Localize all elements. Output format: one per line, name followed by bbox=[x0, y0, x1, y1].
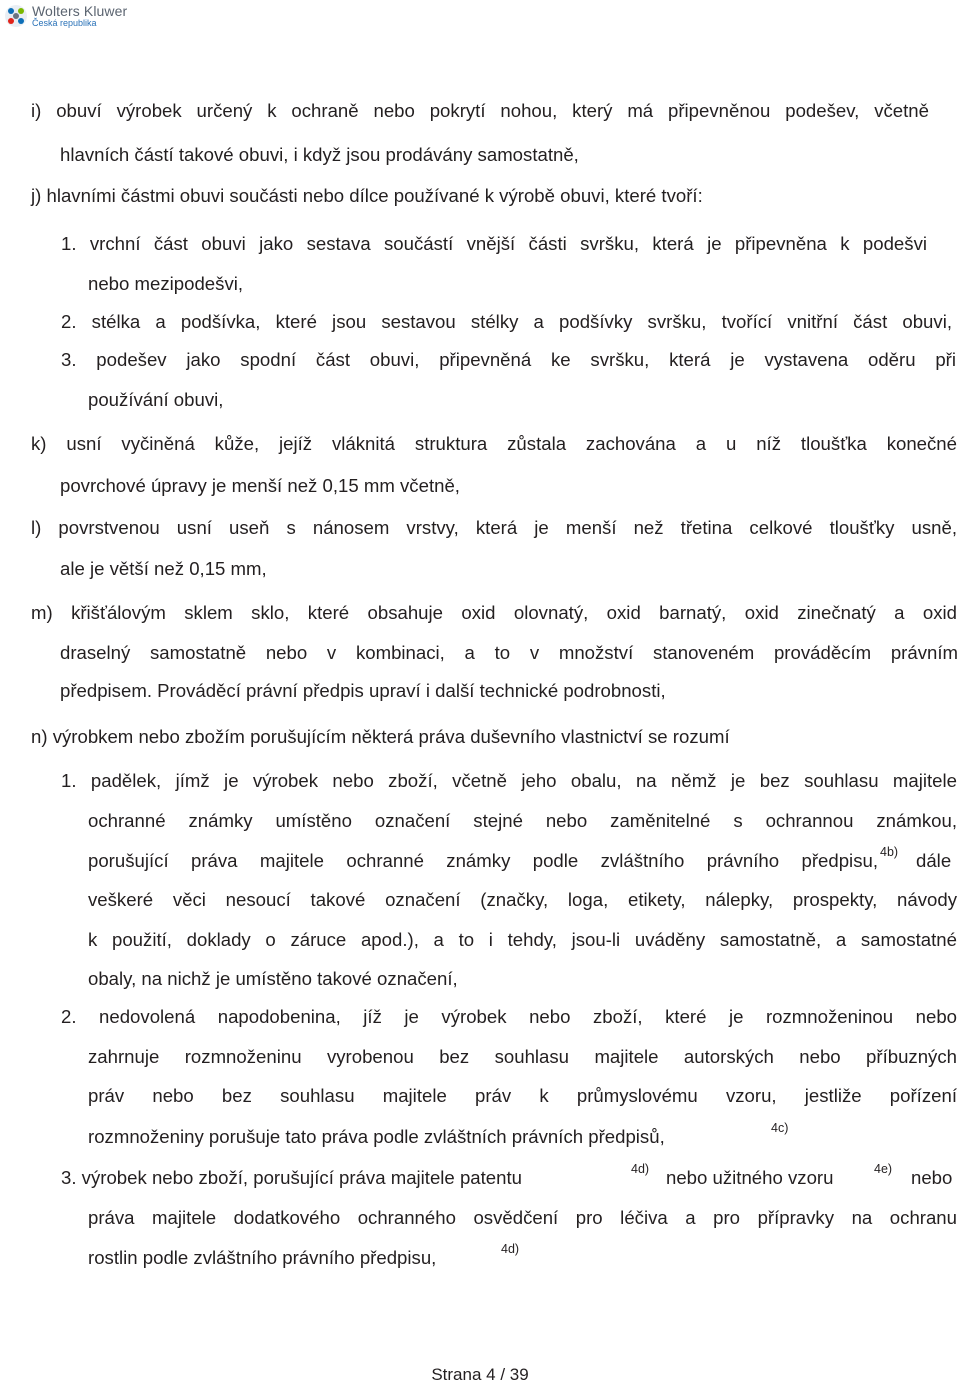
footnote-ref: 4e) bbox=[874, 1162, 893, 1176]
text-line: 1. padělek, jímž je výrobek nebo zboží, včetně jeho obalu, na němž je bez souhlasu majitele bbox=[61, 770, 957, 791]
text-line: l) povrstvenou usní useň s nánosem vrstvy, která je menší než třetina celkové tloušťky usně, bbox=[31, 517, 957, 538]
text-line: zahrnuje rozmnoženinu vyrobenou bez souhlasu majitele autorských nebo příbuzných bbox=[88, 1046, 957, 1067]
text-line: hlavních částí takové obuvi, i když jsou prodávány samostatně, bbox=[60, 144, 579, 165]
text-line: rostlin podle zvláštního právního předpisu, bbox=[88, 1247, 437, 1268]
footnote-ref: 4d) bbox=[501, 1242, 520, 1256]
text-line: m) křišťálovým sklem sklo, které obsahuje oxid olovnatý, oxid barnatý, oxid zinečnatý a oxid bbox=[31, 602, 957, 623]
text-line: draselný samostatně nebo v kombinaci, a to v množství stanoveném prováděcím právním bbox=[60, 642, 958, 663]
wolters-kluwer-logo-icon bbox=[4, 4, 28, 28]
text-line: k) usní vyčiněná kůže, jejíž vláknitá struktura zůstala zachována a u níž tloušťka konečné bbox=[31, 433, 957, 454]
text-line: používání obuvi, bbox=[88, 389, 224, 410]
text-line: k použití, doklady o záruce apod.), a to i tehdy, jsou-li uváděny samostatně, a samostatné bbox=[88, 929, 957, 950]
page-number: Strana 4 / 39 bbox=[431, 1365, 529, 1384]
text-line: porušující práva majitele ochranné známky podle zvláštního právního předpisu, bbox=[88, 850, 878, 871]
text-line: předpisem. Prováděcí právní předpis upraví i další technické podrobnosti, bbox=[60, 680, 666, 701]
text-line: práva majitele dodatkového ochranného osvědčení pro léčiva a pro přípravky na ochranu bbox=[88, 1207, 957, 1228]
footnote-ref: 4d) bbox=[631, 1162, 650, 1176]
text-line: rozmnoženiny porušuje tato práva podle zvláštních právních předpisů, bbox=[88, 1126, 665, 1147]
text-line-segment: nebo užitného vzoru bbox=[666, 1167, 834, 1188]
publisher-logo bbox=[4, 4, 127, 28]
brand-country: Česká republika bbox=[32, 18, 97, 28]
text-line: ale je větší než 0,15 mm, bbox=[60, 558, 267, 579]
text-line: 1. vrchní část obuvi jako sestava součástí vnější části svršku, která je připevněna k podešvi bbox=[61, 233, 927, 254]
text-line: 2. stélka a podšívka, které jsou sestavou stélky a podšívky svršku, tvořící vnitřní část obuvi, bbox=[61, 311, 952, 332]
text-line: nebo mezipodešvi, bbox=[88, 273, 244, 294]
text-line: ochranné známky umístěno označení stejné nebo zaměnitelné s ochrannou známkou, bbox=[88, 810, 957, 831]
text-line-tail: dále bbox=[916, 850, 952, 871]
text-line: veškeré věci nesoucí takové označení (značky, loga, etikety, nálepky, prospekty, návody bbox=[88, 889, 957, 910]
text-line-segment: nebo bbox=[911, 1167, 953, 1188]
text-line: 3. podešev jako spodní část obuvi, připevněná ke svršku, která je vystavena oděru při bbox=[61, 349, 956, 370]
footnote-ref: 4b) bbox=[880, 845, 899, 859]
text-line: 2. nedovolená napodobenina, jíž je výrobek nebo zboží, které je rozmnoženinou nebo bbox=[61, 1006, 957, 1027]
text-line: i) obuví výrobek určený k ochraně nebo pokrytí nohou, který má připevněnou podešev, včetně bbox=[31, 100, 929, 121]
brand-name: Wolters Kluwer bbox=[32, 3, 128, 19]
text-line: j) hlavními částmi obuvi součásti nebo dílce používané k výrobě obuvi, které tvoří: bbox=[31, 185, 703, 206]
text-line: obaly, na nichž je umístěno takové označení, bbox=[88, 968, 458, 989]
footnote-ref: 4c) bbox=[771, 1121, 789, 1135]
text-line: 3. výrobek nebo zboží, porušující práva majitele patentu bbox=[61, 1167, 522, 1188]
text-line: povrchové úpravy je menší než 0,15 mm včetně, bbox=[60, 475, 460, 496]
text-line: n) výrobkem nebo zbožím porušujícím některá práva duševního vlastnictví se rozumí bbox=[31, 726, 730, 747]
text-line: práv nebo bez souhlasu majitele práv k průmyslovému vzoru, jestliže pořízení bbox=[88, 1085, 957, 1106]
